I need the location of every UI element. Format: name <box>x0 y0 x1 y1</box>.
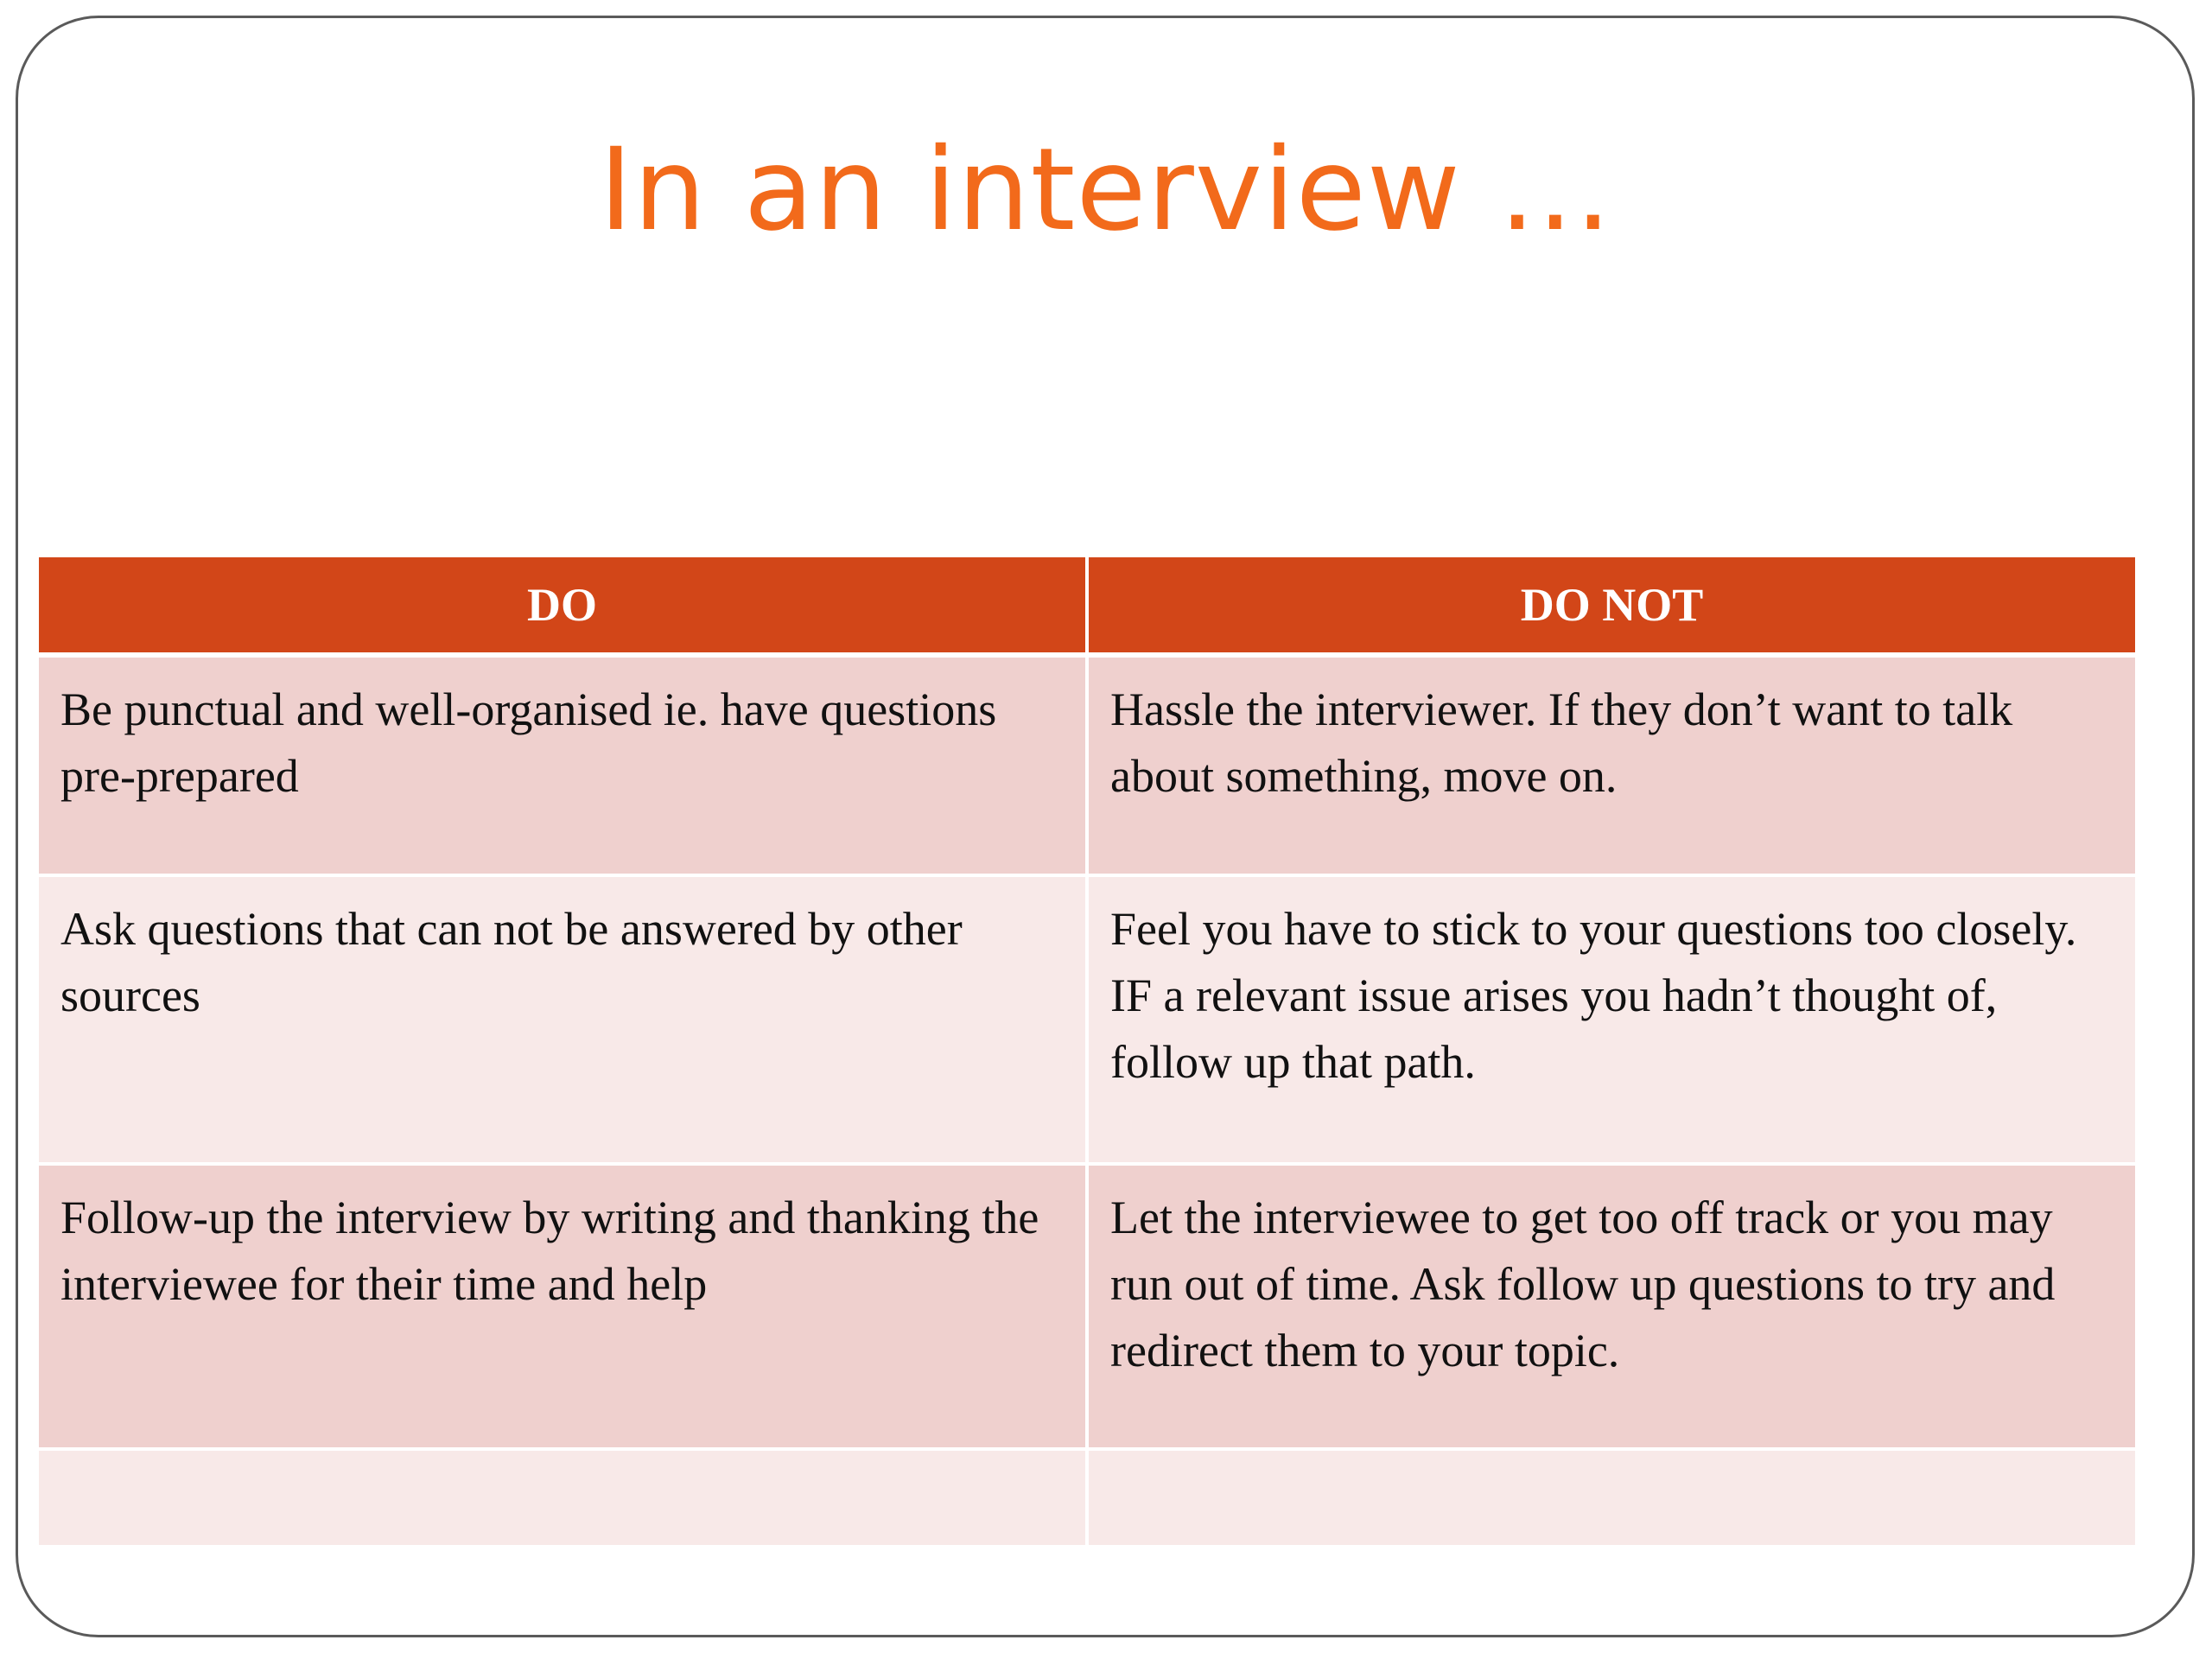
do-cell: Be punctual and well-organised ie. have questions pre-prepared <box>39 655 1087 875</box>
do-not-cell: Hassle the interviewer. If they don’t want to talk about something, move on. <box>1087 655 2135 875</box>
do-cell: Ask questions that can not be answered by other sources <box>39 875 1087 1164</box>
table-header-row <box>39 557 2135 655</box>
do-cell: Follow-up the interview by writing and thanking the interviewee for their time and help <box>39 1164 1087 1449</box>
slide-title: In an interview … <box>599 124 1613 257</box>
table-row <box>39 875 2135 1164</box>
table-row <box>39 655 2135 875</box>
table-row <box>39 1164 2135 1449</box>
do-not-cell: Let the interviewee to get too off track or you may run out of time. Ask follow up questions to try and redirect them to your topic. <box>1087 1164 2135 1449</box>
header-do: DO <box>39 557 1087 655</box>
table-row <box>39 1449 2135 1547</box>
do-dont-table <box>39 557 2135 1548</box>
do-cell <box>39 1449 1087 1547</box>
header-do-not: DO NOT <box>1087 557 2135 655</box>
do-not-cell: Feel you have to stick to your questions too closely. IF a relevant issue arises you hadn’t thought of, follow up that path. <box>1087 875 2135 1164</box>
do-not-cell <box>1087 1449 2135 1547</box>
